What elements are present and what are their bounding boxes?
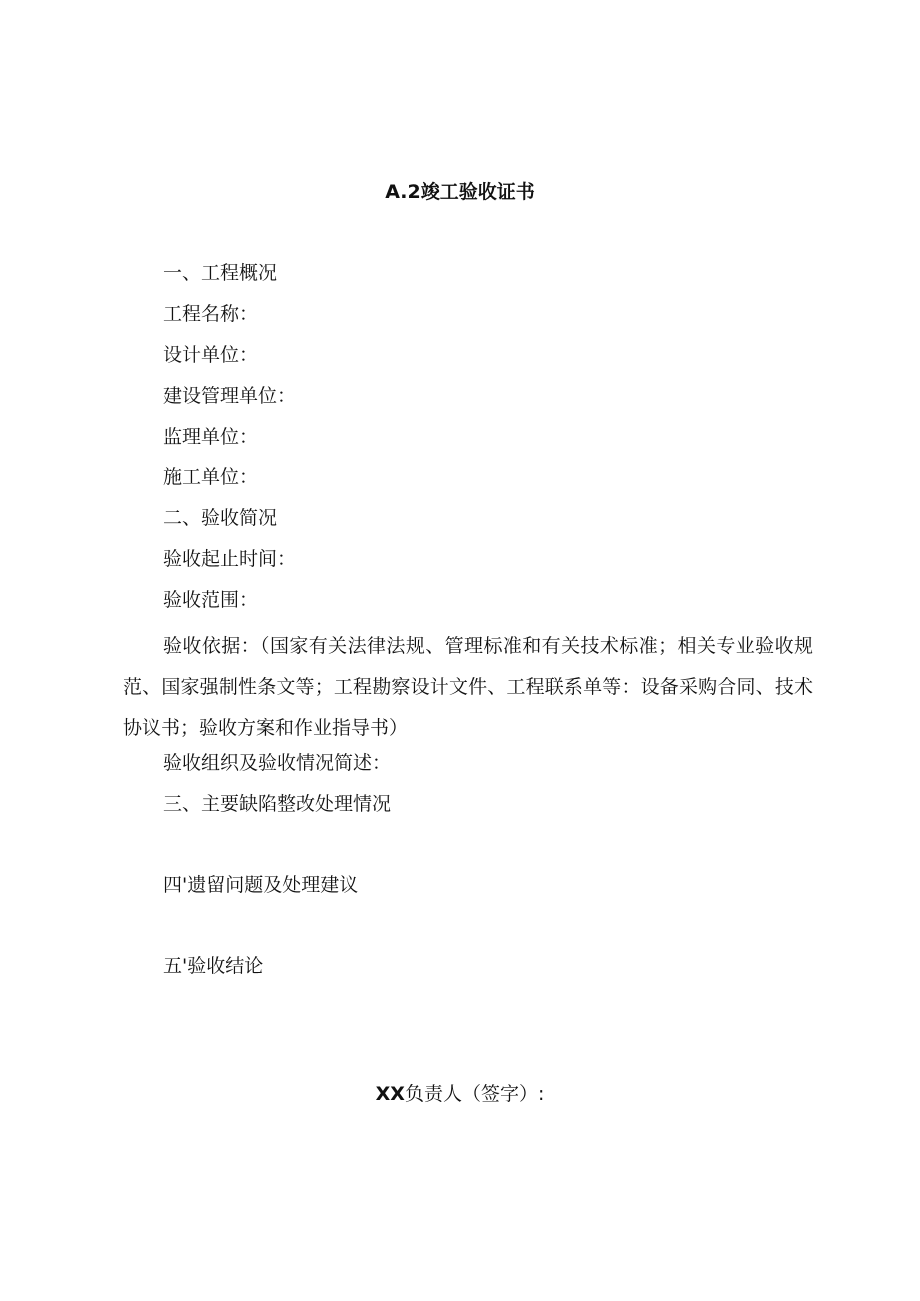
document-title: A.2竣工验收证书: [385, 181, 535, 203]
project-name-label: 工程名称：: [163, 303, 259, 325]
section-2-heading: 二、验收简况: [163, 507, 278, 529]
acceptance-period-label: 验收起止时间：: [163, 548, 297, 570]
acceptance-basis-paragraph: 验收依据：（国家有关法律法规、管理标准和有关技术标准；相关专业验收规范、国家强制性条文等；工程勘察设计文件、工程联系单等：设备采购合同、技术协议书；验收方案和作业指导书）: [123, 635, 813, 739]
design-unit-label: 设计单位：: [163, 344, 259, 366]
signature-line: [0, 1080, 920, 1108]
signature-label: 负责人（签字）:: [404, 1083, 545, 1105]
construction-unit-label: 施工单位：: [163, 466, 259, 488]
acceptance-organization-label: 验收组织及验收情况简述：: [163, 752, 392, 774]
supervision-unit-label: 监理单位：: [163, 426, 259, 448]
section-5-heading: 五'验收结论: [163, 955, 264, 977]
construction-mgmt-unit-label: 建设管理单位：: [163, 385, 297, 407]
acceptance-scope-label: 验收范围：: [163, 589, 259, 611]
section-4-heading: 四'遗留问题及处理建议: [163, 874, 359, 896]
section-3-heading: 三、主要缺陷整改处理情况: [163, 793, 392, 815]
section-1-heading: 一、工程概况: [163, 262, 278, 284]
signature-prefix: XX: [375, 1083, 405, 1105]
